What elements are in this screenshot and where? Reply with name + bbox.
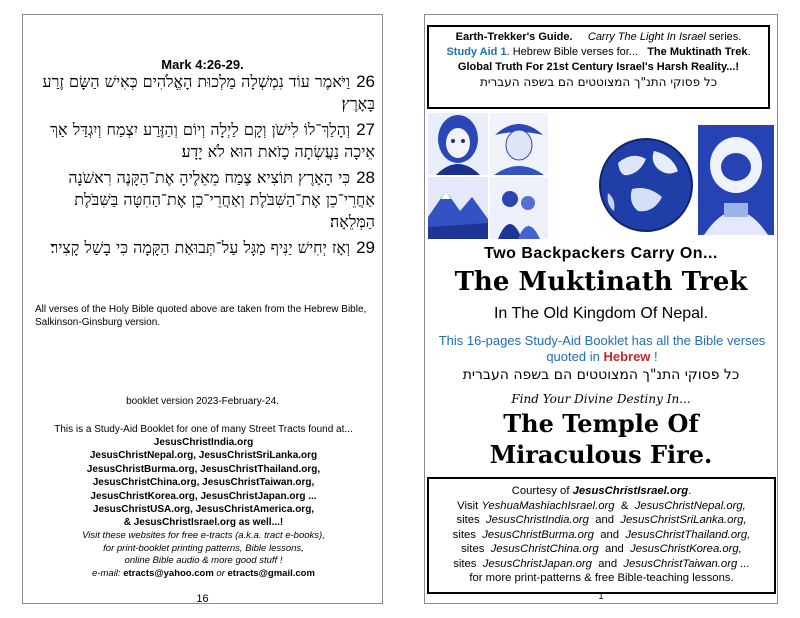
hebrew-line: כל פסוקי התנ"ך המצוטטים הם בשפה העברית	[462, 367, 740, 383]
site-link[interactable]: JesusChristNepal.org,	[634, 499, 746, 512]
site-link[interactable]: JesusChristBurma.org	[482, 528, 594, 541]
photo-astronaut	[698, 125, 774, 235]
right-page	[424, 14, 778, 604]
study-aid-label: Study Aid 1	[446, 46, 507, 58]
and-word: and	[604, 543, 624, 555]
verse-text: וְאָז יְחִישׁ יַנִּיף מַגָּל עַל־תְּבוּאַת הַקָּמָה כִּי בָשַׁל קָצִיר׃	[50, 238, 351, 257]
photo-collage	[428, 111, 774, 241]
sites-line	[429, 542, 774, 557]
series-suffix: series.	[708, 31, 742, 43]
email-line	[29, 568, 378, 581]
email-link-yahoo[interactable]: etracts@yahoo.com	[123, 567, 214, 579]
sites-line	[429, 513, 774, 528]
email-label: e-mail:	[92, 567, 121, 579]
description-text: This 16-pages Study-Aid Booklet has all the Bible verses quoted in	[438, 333, 766, 364]
and-word: and	[595, 514, 615, 526]
visit-note	[29, 530, 378, 580]
website-line[interactable]: JesusChristKorea.org, JesusChristJapan.org ...	[90, 490, 317, 502]
verse-27	[29, 119, 375, 163]
email-link-gmail[interactable]: etracts@gmail.com	[227, 567, 315, 579]
bible-version-credit: All verses of the Holy Bible quoted above are taken from the Hebrew Bible, Salkinson-Ginsburg version.	[35, 304, 367, 328]
verse-number: 29	[356, 238, 375, 257]
verse-number: 28	[356, 168, 375, 187]
email-or: or	[216, 567, 225, 579]
website-line[interactable]: JesusChristIndia.org	[153, 437, 254, 448]
temple-title-line-1: The Temple Of	[503, 409, 699, 438]
page-number: 16	[196, 593, 209, 605]
guide-title: Earth-Trekker's Guide.	[455, 31, 573, 43]
header-line-1	[429, 30, 768, 45]
study-aid-description	[435, 333, 769, 365]
hebrew-verses	[29, 71, 375, 263]
sites-line	[429, 528, 774, 543]
visit-line: Visit these websites for free e-tracts (a.k.a. tract e-books),	[82, 530, 325, 541]
intro-text: This is a Study-Aid Booklet for one of many Street Tracts found at...	[54, 424, 353, 435]
booklet-subtitle: In The Old Kingdom Of Nepal.	[493, 305, 709, 322]
sites-word: sites	[452, 528, 476, 541]
site-link[interactable]: JesusChristSriLanka.org,	[620, 514, 747, 526]
temple-title	[425, 408, 777, 470]
visit-line: online Bible audio & more good stuff !	[124, 555, 283, 566]
courtesy-suffix: .	[688, 485, 692, 497]
scripture-reference: Mark 4:26-29.	[161, 57, 244, 72]
sites-word: sites	[456, 514, 480, 526]
visit-line	[429, 499, 774, 514]
booklet-version: booklet version 2023-February-24.	[126, 396, 279, 407]
site-link[interactable]: JesusChristChina.org	[490, 543, 599, 555]
site-link[interactable]: JesusChristTaiwan.org ...	[623, 557, 750, 570]
courtesy-box	[427, 477, 776, 594]
and-word: and	[598, 557, 618, 570]
website-line[interactable]: JesusChristBurma.org, JesusChristThailand.org,	[86, 463, 321, 475]
temple-title-line-2: Miraculous Fire.	[489, 440, 713, 469]
website-line[interactable]: & JesusChristIsrael.org as well...!	[123, 517, 284, 529]
final-line: for more print-patterns & free Bible-teaching lessons.	[469, 572, 734, 584]
photo-hikers-group	[490, 177, 548, 239]
amp: &	[620, 499, 629, 512]
left-page	[22, 14, 383, 604]
sites-word: sites	[461, 543, 485, 555]
site-link[interactable]: JesusChristIndia.org	[485, 514, 589, 526]
website-line[interactable]: JesusChristChina.org, JesusChristTaiwan.org,	[92, 477, 315, 489]
site-link[interactable]: JesusChristJapan.org	[482, 557, 592, 570]
series-name: Carry The Light In Israel	[587, 31, 706, 43]
header-hebrew: כל פסוקי התנ"ך המצוטטים הם בשפה העברית	[479, 75, 718, 89]
verse-text: וַיֹּאמֶר עוֹד נִמְשְׁלָה מַלְכוּת הָאֱלֹהִים כְּאִישׁ הַשָּׂם זֶרַע בָּאָרֶץ׃	[42, 72, 375, 113]
series-header-box	[427, 25, 770, 109]
visit-line: for print-booklet printing patterns, Bible lessons,	[103, 542, 304, 554]
verse-text: וְהָלַךְ־לוֹ לִישֹׁן וְקָם לַיְלָה וְיוֹם וְהַזֶּרַע יִצְמַח וְיִגְדַּל אַךְ אֵיכָה נַעֲשְׂתָה כָזֹאת הוּא לֹא יָדָע׃	[50, 120, 375, 161]
courtesy-line	[429, 484, 774, 499]
trek-name: The Muktinath Trek	[647, 46, 748, 58]
website-list	[29, 436, 378, 530]
website-line[interactable]: JesusChristUSA.org, JesusChristAmerica.org,	[92, 504, 315, 516]
verse-number: 26	[356, 72, 375, 91]
verse-text: כִּי הָאָרֶץ תּוֹצִיא צֶמַח מֵאֵלֶיהָ אֶת־הַקָּנֶה רִאשֹׁנָה אַחֲרֵי־כֵן אֶת־הַשִּׁבֹּלֶת וְאַחֲרֵי־כֵן אֶת־הַחִטָּה בַּשִּׁבֹּלֶת הַמְּלֵאָה׃	[68, 168, 375, 231]
page-number: 1	[598, 591, 604, 601]
sites-line	[429, 557, 774, 572]
courtesy-prefix: Courtesy of	[511, 485, 570, 497]
find-destiny-text: Find Your Divine Destiny In...	[511, 392, 691, 406]
and-word: and	[600, 528, 620, 541]
earth-globe-image	[598, 129, 694, 235]
header-line-2: Study Aid 1. Hebrew Bible verses for... The Muktinath Trek.	[446, 46, 751, 58]
verse-28	[29, 167, 375, 233]
verse-26	[29, 71, 375, 115]
site-link[interactable]: YeshuaMashiachIsrael.org	[481, 499, 615, 512]
website-line[interactable]: JesusChristNepal.org, JesusChristSriLanka.org	[89, 450, 318, 462]
hebrew-word: Hebrew	[603, 349, 651, 364]
site-link[interactable]: JesusChristThailand.org,	[625, 528, 751, 541]
description-end: !	[654, 349, 658, 364]
header-line-3: Global Truth For 21st Century Israel's Harsh Reality...!	[457, 61, 740, 73]
verse-29	[29, 237, 375, 259]
visit-word: Visit	[457, 499, 479, 512]
photo-trekker-hat	[490, 113, 548, 175]
tagline: Two Backpackers Carry On...	[484, 245, 718, 262]
photo-mountain-trail	[428, 177, 488, 239]
sites-word: sites	[453, 557, 477, 570]
photo-backpacker-portrait	[428, 113, 488, 175]
verse-number: 27	[356, 120, 375, 139]
booklet-title: The Muktinath Trek	[454, 267, 748, 297]
courtesy-site-link[interactable]: JesusChristIsrael.org	[572, 485, 689, 497]
study-aid-rest: . Hebrew Bible verses for...	[506, 46, 639, 58]
site-link[interactable]: JesusChristKorea.org,	[630, 543, 742, 555]
